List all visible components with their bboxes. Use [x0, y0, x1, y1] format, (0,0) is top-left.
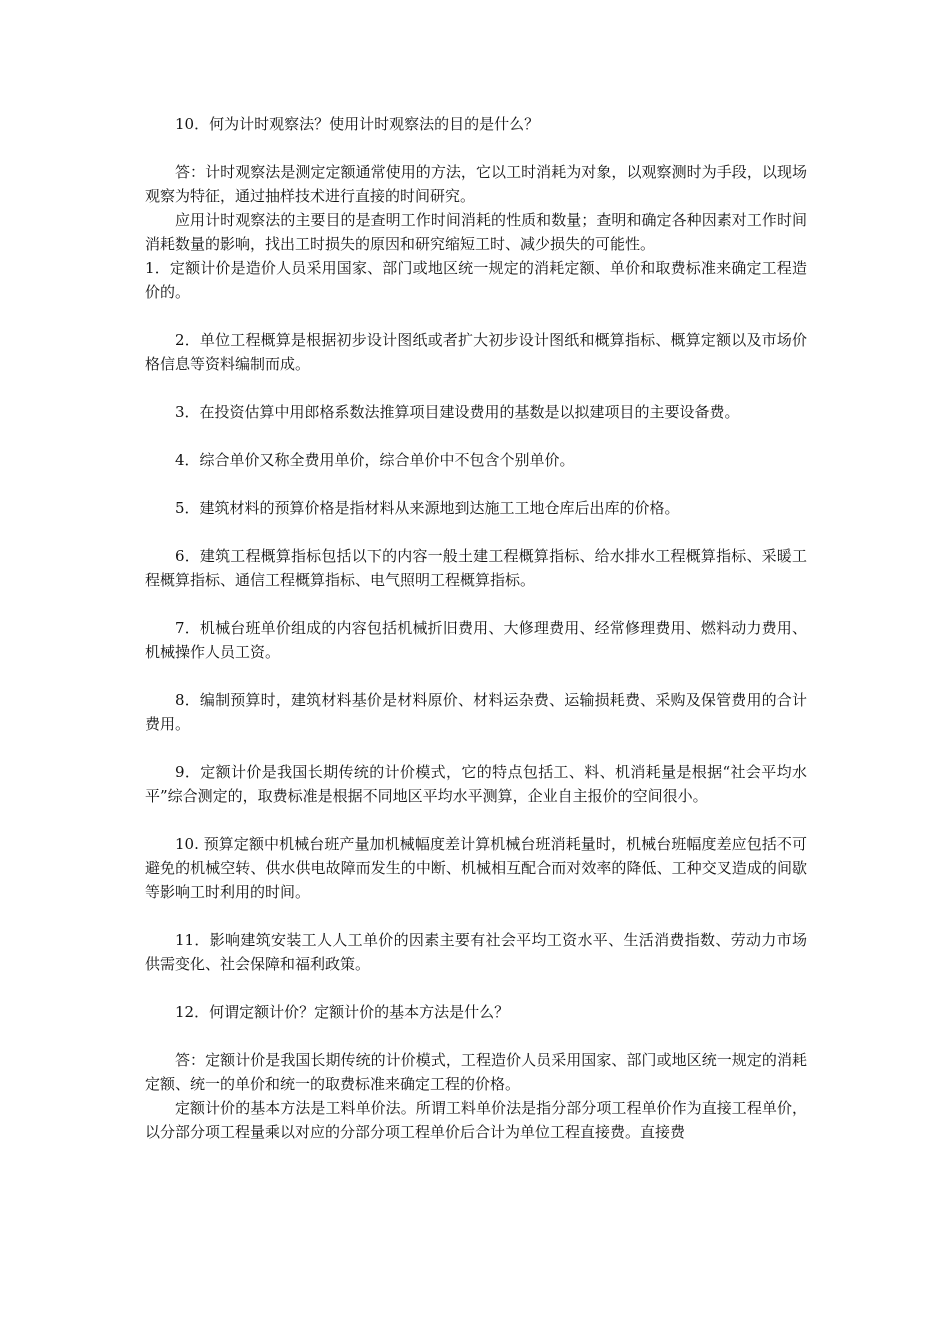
document-page	[145, 112, 807, 1144]
answer-10-paragraph-1: 答：计时观察法是测定定额通常使用的方法，它以工时消耗为对象，以观察测时为手段，以现场观察为特征，通过抽样技术进行直接的时间研究。	[145, 163, 807, 205]
statement-6: 6．建筑工程概算指标包括以下的内容一般土建工程概算指标、给水排水工程概算指标、采暖工程概算指标、通信工程概算指标、电气照明工程概算指标。	[145, 547, 807, 589]
statement-5: 5．建筑材料的预算价格是指材料从来源地到达施工工地仓库后出库的价格。	[175, 499, 680, 517]
statement-10: 10. 预算定额中机械台班产量加机械幅度差计算机械台班消耗量时，机械台班幅度差应包括不可避免的机械空转、供水供电故障而发生的中断、机械相互配合而对效率的降低、工种交叉造成的间歇等影响工时利用的时间。	[145, 835, 807, 901]
statement-2: 2．单位工程概算是根据初步设计图纸或者扩大初步设计图纸和概算指标、概算定额以及市场价格信息等资料编制而成。	[145, 331, 807, 373]
statement-3: 3．在投资估算中用郎格系数法推算项目建设费用的基数是以拟建项目的主要设备费。	[175, 403, 740, 421]
question-10-heading: 10．何为计时观察法？使用计时观察法的目的是什么？	[175, 115, 540, 133]
question-12-heading: 12．何谓定额计价？定额计价的基本方法是什么？	[175, 1003, 510, 1021]
answer-10-paragraph-2: 应用计时观察法的主要目的是查明工作时间消耗的性质和数量；查明和确定各种因素对工作时间消耗数量的影响，找出工时损失的原因和研究缩短工时、减少损失的可能性。	[145, 211, 807, 253]
statement-8: 8．编制预算时，建筑材料基价是材料原价、材料运杂费、运输损耗费、采购及保管费用的合计费用。	[145, 691, 807, 733]
statement-7: 7．机械台班单价组成的内容包括机械折旧费用、大修理费用、经常修理费用、燃料动力费用、机械操作人员工资。	[145, 619, 807, 661]
answer-12-paragraph-2: 定额计价的基本方法是工料单价法。所谓工料单价法是指分部分项工程单价作为直接工程单价，以分部分项工程量乘以对应的分部分项工程单价后合计为单位工程直接费。直接费	[145, 1099, 807, 1141]
statement-4: 4．综合单价又称全费用单价，综合单价中不包含个别单价。	[175, 451, 575, 469]
statement-11: 11．影响建筑安装工人人工单价的因素主要有社会平均工资水平、生活消费指数、劳动力市场供需变化、社会保障和福利政策。	[145, 931, 807, 973]
answer-12-paragraph-1: 答：定额计价是我国长期传统的计价模式，工程造价人员采用国家、部门或地区统一规定的消耗定额、统一的单价和统一的取费标准来确定工程的价格。	[145, 1051, 807, 1093]
statement-1: 1．定额计价是造价人员采用国家、部门或地区统一规定的消耗定额、单价和取费标准来确定工程造价的。	[145, 259, 807, 301]
statement-9: 9．定额计价是我国长期传统的计价模式，它的特点包括工、料、机消耗量是根据“社会平均水平”综合测定的，取费标准是根据不同地区平均水平测算，企业自主报价的空间很小。	[145, 763, 807, 805]
